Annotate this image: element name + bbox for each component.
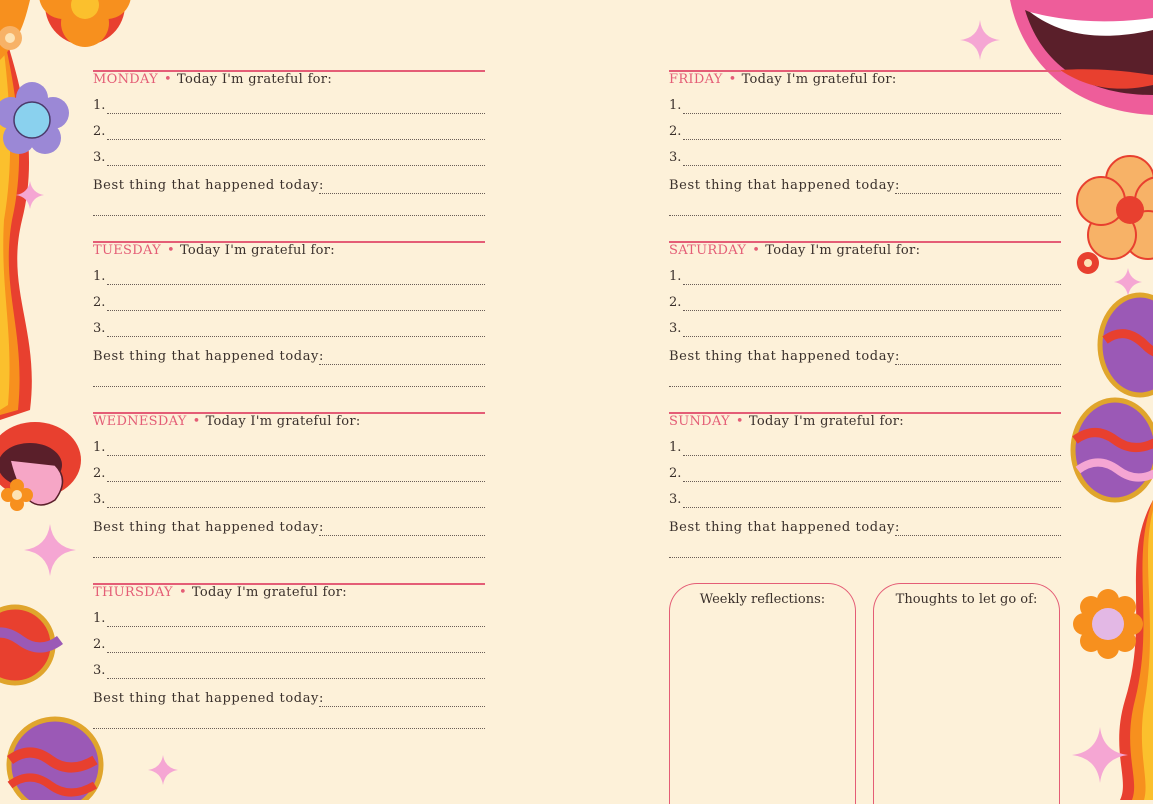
line-number: 3. (93, 492, 106, 507)
best-thing-extra-line[interactable] (93, 371, 485, 387)
grateful-line-3[interactable] (669, 492, 1061, 508)
grateful-line-1[interactable] (669, 269, 1061, 285)
write-line[interactable] (107, 165, 485, 166)
best-thing-label: Best thing that happened today: (93, 520, 324, 535)
line-number: 1. (93, 611, 106, 626)
line-number: 2. (669, 124, 682, 139)
best-thing-label: Best thing that happened today: (93, 349, 324, 364)
write-line[interactable] (107, 139, 485, 140)
grateful-line-3[interactable] (669, 150, 1061, 166)
write-line[interactable] (319, 364, 485, 365)
best-thing-extra-line[interactable] (93, 713, 485, 729)
write-line[interactable] (683, 507, 1061, 508)
line-number: 3. (669, 492, 682, 507)
write-line[interactable] (669, 557, 1061, 558)
best-thing-label: Best thing that happened today: (669, 349, 900, 364)
write-line[interactable] (107, 310, 485, 311)
grateful-prompt: Today I'm grateful for: (748, 414, 904, 429)
best-thing-extra-line[interactable] (93, 542, 485, 558)
write-line[interactable] (669, 386, 1061, 387)
best-thing-label: Best thing that happened today: (93, 178, 324, 193)
grateful-line-3[interactable] (93, 150, 485, 166)
write-line[interactable] (107, 507, 485, 508)
write-line[interactable] (683, 336, 1061, 337)
bullet-dot: • (167, 243, 175, 258)
write-line[interactable] (93, 728, 485, 729)
line-number: 2. (669, 466, 682, 481)
grateful-prompt: Today I'm grateful for: (765, 243, 921, 258)
best-thing-extra-line[interactable] (93, 200, 485, 216)
line-number: 3. (669, 321, 682, 336)
bullet-dot: • (752, 243, 761, 258)
best-thing-extra-line[interactable] (669, 542, 1061, 558)
line-number: 2. (669, 295, 682, 310)
thoughts-let-go-box[interactable] (873, 583, 1060, 804)
write-line[interactable] (107, 455, 485, 456)
best-thing-extra-line[interactable] (669, 371, 1061, 387)
write-line[interactable] (107, 626, 485, 627)
write-line[interactable] (107, 652, 485, 653)
line-number: 1. (669, 269, 682, 284)
grateful-line-2[interactable] (93, 124, 485, 140)
write-line[interactable] (319, 193, 485, 194)
flower-icon (1073, 589, 1143, 659)
write-line[interactable] (319, 535, 485, 536)
grateful-line-1[interactable] (669, 440, 1061, 456)
sparkle-icon (1114, 268, 1142, 296)
best-thing-row[interactable] (93, 178, 485, 194)
thoughts-let-go-title: Thoughts to let go of: (895, 592, 1038, 607)
best-thing-extra-line[interactable] (669, 200, 1061, 216)
bullet-dot: • (178, 585, 187, 600)
write-line[interactable] (107, 284, 485, 285)
day-name: FRIDAY (669, 72, 723, 87)
write-line[interactable] (683, 165, 1061, 166)
day-header (93, 414, 361, 429)
best-thing-row[interactable] (93, 520, 485, 536)
line-number: 3. (669, 150, 682, 165)
write-line[interactable] (93, 215, 485, 216)
write-line[interactable] (683, 284, 1061, 285)
write-line[interactable] (895, 535, 1061, 536)
best-thing-label: Best thing that happened today: (669, 178, 900, 193)
day-header (669, 414, 904, 429)
write-line[interactable] (683, 455, 1061, 456)
grateful-line-3[interactable] (93, 492, 485, 508)
best-thing-row[interactable] (669, 178, 1061, 194)
grateful-line-1[interactable] (93, 440, 485, 456)
write-line[interactable] (319, 706, 485, 707)
bullet-dot: • (164, 72, 172, 87)
line-number: 1. (93, 440, 106, 455)
write-line[interactable] (683, 481, 1061, 482)
grateful-line-2[interactable] (669, 466, 1061, 482)
day-header (93, 243, 335, 258)
grateful-line-3[interactable] (669, 321, 1061, 337)
day-name: TUESDAY (93, 243, 161, 258)
bullet-dot: • (728, 72, 737, 87)
line-number: 1. (669, 98, 682, 113)
grateful-line-3[interactable] (93, 663, 485, 679)
best-thing-label: Best thing that happened today: (669, 520, 900, 535)
write-line[interactable] (895, 364, 1061, 365)
bullet-dot: • (192, 414, 201, 429)
line-number: 2. (93, 637, 106, 652)
write-line[interactable] (683, 310, 1061, 311)
line-number: 2. (93, 124, 106, 139)
grateful-line-1[interactable] (93, 611, 485, 627)
grateful-line-2[interactable] (93, 466, 485, 482)
grateful-prompt: Today I'm grateful for: (741, 72, 897, 87)
flower-icon (1077, 252, 1099, 274)
day-name: MONDAY (93, 72, 159, 87)
write-line[interactable] (683, 113, 1061, 114)
day-header (669, 243, 920, 258)
grateful-line-3[interactable] (93, 321, 485, 337)
line-number: 2. (93, 466, 106, 481)
day-header (93, 585, 347, 600)
day-name: SATURDAY (669, 243, 747, 258)
flower-icon (1077, 156, 1153, 259)
best-thing-row[interactable] (669, 349, 1061, 365)
best-thing-label: Best thing that happened today: (93, 691, 324, 706)
sparkle-icon (148, 755, 178, 785)
grateful-line-1[interactable] (93, 269, 485, 285)
day-name: WEDNESDAY (93, 414, 187, 429)
grateful-line-1[interactable] (669, 98, 1061, 114)
sparkle-icon (24, 524, 76, 576)
grateful-line-1[interactable] (93, 98, 485, 114)
best-thing-row[interactable] (669, 520, 1061, 536)
weekly-reflections-title: Weekly reflections: (699, 592, 826, 607)
write-line[interactable] (107, 336, 485, 337)
write-line[interactable] (107, 113, 485, 114)
line-number: 3. (93, 663, 106, 678)
write-line[interactable] (93, 386, 485, 387)
sparkle-icon (960, 20, 1000, 60)
line-number: 2. (93, 295, 106, 310)
day-name: THURSDAY (93, 585, 173, 600)
day-name: SUNDAY (669, 414, 730, 429)
line-number: 1. (669, 440, 682, 455)
write-line[interactable] (669, 215, 1061, 216)
line-number: 3. (93, 321, 106, 336)
sunglasses-icon (0, 607, 101, 800)
flower-icon (39, 0, 131, 47)
grateful-prompt: Today I'm grateful for: (179, 243, 335, 258)
write-line[interactable] (107, 678, 485, 679)
write-line[interactable] (93, 557, 485, 558)
bullet-dot: • (735, 414, 744, 429)
grateful-prompt: Today I'm grateful for: (191, 585, 347, 600)
rainbow-wave-icon (0, 0, 32, 420)
best-thing-row[interactable] (93, 349, 485, 365)
sunglasses-icon (1073, 295, 1153, 500)
best-thing-row[interactable] (93, 691, 485, 707)
day-header (93, 72, 332, 87)
write-line[interactable] (683, 139, 1061, 140)
weekly-reflections-box[interactable] (669, 583, 856, 804)
grateful-line-2[interactable] (93, 295, 485, 311)
write-line[interactable] (107, 481, 485, 482)
write-line[interactable] (895, 193, 1061, 194)
grateful-line-2[interactable] (669, 295, 1061, 311)
grateful-line-2[interactable] (93, 637, 485, 653)
grateful-prompt: Today I'm grateful for: (205, 414, 361, 429)
line-number: 3. (93, 150, 106, 165)
day-header (669, 72, 897, 87)
line-number: 1. (93, 269, 106, 284)
line-number: 1. (93, 98, 106, 113)
grateful-prompt: Today I'm grateful for: (176, 72, 333, 87)
grateful-line-2[interactable] (669, 124, 1061, 140)
